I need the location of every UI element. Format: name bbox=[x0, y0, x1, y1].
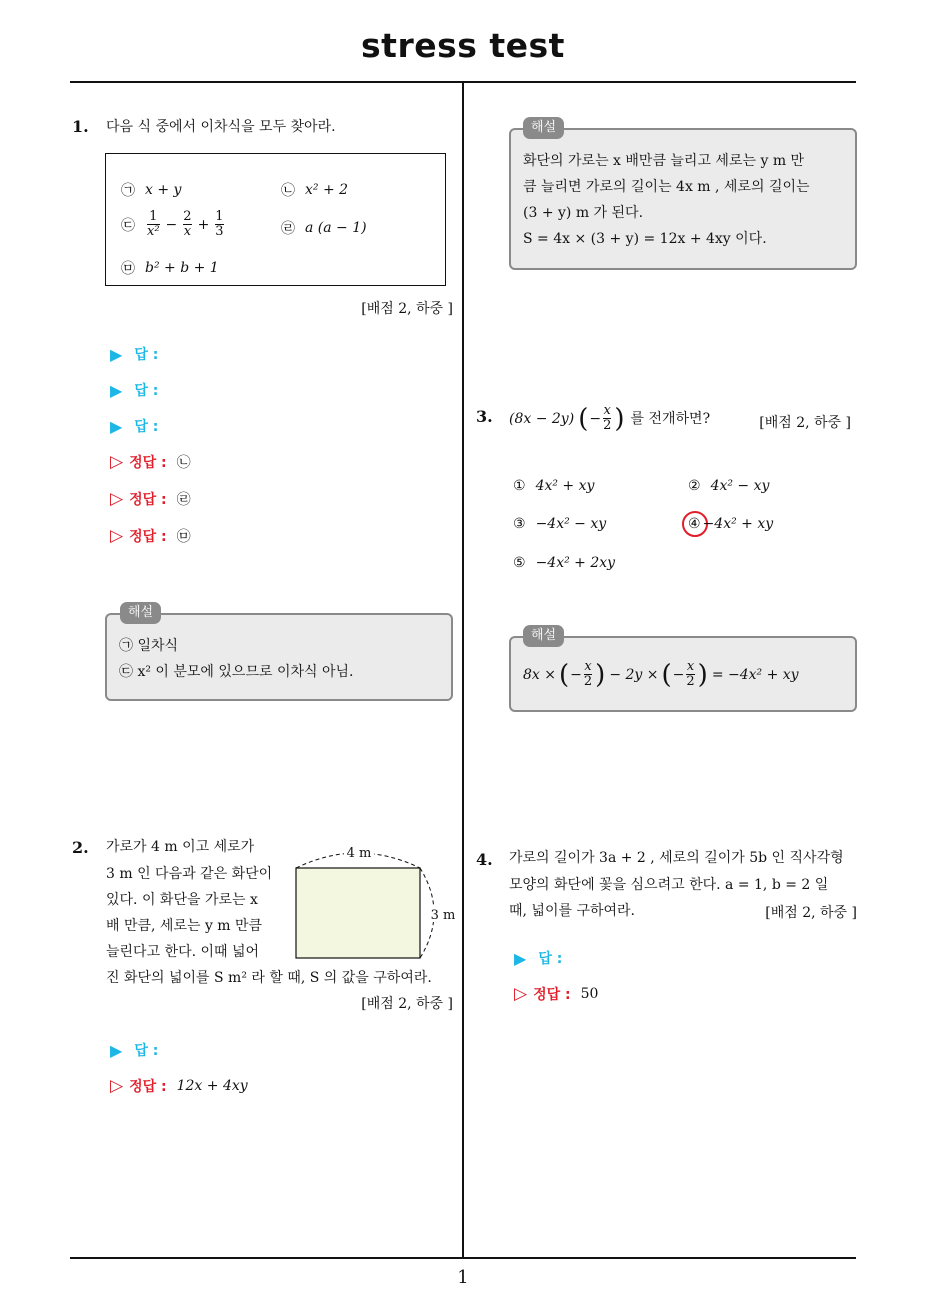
correct-label: 정답 : bbox=[129, 455, 167, 471]
choice-mark: ㉢ bbox=[121, 217, 135, 234]
choice-mark: ㉡ bbox=[281, 183, 295, 199]
column-divider bbox=[462, 82, 464, 1258]
explanation-line: ㉠ 일차식 bbox=[119, 638, 179, 654]
question-line: 배 만큼, 세로는 y m 만큼 bbox=[106, 918, 263, 934]
garden-figure bbox=[288, 838, 460, 968]
width-label: 4 m bbox=[346, 846, 372, 861]
choice-mark: ㉣ bbox=[281, 221, 295, 237]
correct-label: 정답 : bbox=[129, 529, 167, 545]
paren-close: ) bbox=[614, 403, 625, 434]
paren-open: ( bbox=[578, 403, 589, 434]
fraction: $\frac{x}{2}$ bbox=[583, 659, 593, 689]
question-tail: 를 전개하면? bbox=[630, 410, 711, 427]
correct-value: ㉡ bbox=[176, 455, 191, 471]
correct-label: 정답 : bbox=[129, 492, 167, 508]
choice-expr: b² + b + 1 bbox=[145, 260, 219, 276]
option-mark: ③ bbox=[513, 516, 526, 532]
correct-value: ㉣ bbox=[176, 492, 191, 508]
explanation-line bbox=[523, 660, 799, 689]
question-number: 4. bbox=[476, 850, 493, 869]
minus-sign: − bbox=[672, 666, 685, 683]
choice-b bbox=[281, 180, 348, 200]
explanation-line: (3 + y) m 가 된다. bbox=[523, 205, 644, 221]
question-line: 가로의 길이가 3a + 2 , 세로의 길이가 5b 인 직사각형 bbox=[509, 850, 844, 866]
option-expr: 4x² + xy bbox=[535, 478, 595, 494]
option-mark: ⑤ bbox=[513, 555, 526, 571]
answer-label: 답 : bbox=[538, 951, 563, 967]
answer-label: 답 : bbox=[134, 347, 159, 363]
option-expr: −4x² + xy bbox=[702, 516, 774, 532]
score-label: [배점 2, 하중 ] bbox=[759, 415, 851, 431]
operator: − bbox=[165, 216, 178, 233]
correct-row bbox=[110, 1076, 248, 1096]
answer-row bbox=[110, 1040, 158, 1060]
question-line: 진 화단의 넓이를 S m² 라 할 때, S 의 값을 구하여라. bbox=[106, 970, 432, 986]
question-number: 3. bbox=[476, 407, 493, 426]
minus-sign: − bbox=[589, 410, 602, 427]
play-icon: ▶ bbox=[110, 416, 123, 436]
expr-part: 8x × bbox=[523, 666, 556, 683]
fraction: $\frac{1}{\text{x²}}$ bbox=[147, 209, 160, 239]
question-text bbox=[509, 404, 710, 433]
explanation-box bbox=[105, 613, 453, 701]
score-label: [배점 2, 하중 ] bbox=[361, 301, 453, 317]
fraction: $\frac{x}{2}$ bbox=[686, 659, 695, 689]
option-3[interactable] bbox=[513, 516, 606, 532]
option-1[interactable] bbox=[513, 478, 594, 494]
question-line: 늘린다고 한다. 이때 넓어 bbox=[106, 944, 260, 960]
option-expr: −4x² − xy bbox=[535, 516, 607, 532]
play-outline-icon: ▷ bbox=[110, 526, 124, 546]
choice-d bbox=[281, 218, 367, 238]
question-number: 1. bbox=[72, 117, 89, 136]
expr-left: (8x − 2y) bbox=[509, 410, 575, 427]
choice-a bbox=[121, 180, 181, 200]
question-line: 가로가 4 m 이고 세로가 bbox=[106, 839, 255, 855]
expr-part: = −4x² + xy bbox=[711, 666, 799, 683]
choice-c bbox=[121, 210, 226, 239]
question-line: 모양의 화단에 꽃을 심으려고 한다. a = 1, b = 2 일 bbox=[509, 877, 829, 893]
question-text: 다음 식 중에서 이차식을 모두 찾아라. bbox=[106, 119, 336, 135]
minus-sign: − bbox=[570, 666, 582, 683]
correct-value: ㉤ bbox=[176, 529, 191, 545]
explanation-tag: 해설 bbox=[523, 625, 564, 647]
choice-mark: ㉠ bbox=[121, 183, 135, 199]
score-label: [배점 2, 하중 ] bbox=[765, 905, 857, 921]
question-line: 때, 넓이를 구하여라. bbox=[509, 903, 635, 919]
explanation-tag: 해설 bbox=[120, 602, 161, 624]
answer-row bbox=[110, 380, 158, 400]
correct-label: 정답 : bbox=[533, 987, 571, 1003]
explanation-line: 화단의 가로는 x 배만큼 늘리고 세로는 y m 만 bbox=[523, 153, 805, 169]
explanation-tag: 해설 bbox=[523, 117, 564, 139]
height-label: 3 m bbox=[430, 908, 456, 923]
footer-rule bbox=[70, 1257, 856, 1259]
choice-box bbox=[105, 153, 446, 286]
correct-row bbox=[514, 984, 598, 1004]
play-outline-icon: ▷ bbox=[110, 1076, 124, 1096]
question-line: 있다. 이 화단을 가로는 x bbox=[106, 892, 258, 908]
explanation-box bbox=[509, 128, 857, 270]
correct-value: 50 bbox=[580, 986, 599, 1002]
paren-close: ) bbox=[595, 659, 606, 690]
explanation-line: 큼 늘리면 가로의 길이는 4x m , 세로의 길이는 bbox=[523, 179, 810, 195]
answer-row bbox=[110, 416, 158, 436]
play-outline-icon: ▷ bbox=[110, 452, 124, 472]
option-mark: ① bbox=[513, 478, 526, 494]
paren-open: ( bbox=[661, 659, 672, 690]
option-4[interactable] bbox=[688, 516, 773, 532]
paren-close: ) bbox=[697, 659, 708, 690]
play-icon: ▶ bbox=[514, 948, 527, 968]
page-number: 1 bbox=[457, 1267, 469, 1288]
question-line: 3 m 인 다음과 같은 화단이 bbox=[106, 866, 273, 882]
correct-label: 정답 : bbox=[129, 1079, 167, 1095]
expr-part: − 2y × bbox=[609, 666, 659, 683]
answer-label: 답 : bbox=[134, 383, 159, 399]
correct-value: 12x + 4xy bbox=[176, 1078, 248, 1094]
paren-open: ( bbox=[558, 659, 570, 690]
choice-expr: a (a − 1) bbox=[305, 220, 367, 236]
question-number: 2. bbox=[72, 838, 89, 857]
play-outline-icon: ▷ bbox=[514, 984, 528, 1004]
correct-row bbox=[110, 526, 191, 546]
play-icon: ▶ bbox=[110, 380, 123, 400]
answer-label: 답 : bbox=[134, 1043, 159, 1059]
answer-row bbox=[110, 344, 158, 364]
correct-row bbox=[110, 452, 191, 472]
option-expr: 4x² − xy bbox=[710, 478, 770, 494]
score-label: [배점 2, 하중 ] bbox=[361, 996, 453, 1012]
choice-expr: x + y bbox=[145, 182, 182, 198]
choice-expr: x² + 2 bbox=[305, 182, 349, 198]
option-2[interactable] bbox=[688, 478, 769, 494]
option-mark: ② bbox=[688, 478, 701, 494]
explanation-box bbox=[509, 636, 857, 712]
play-icon: ▶ bbox=[110, 1040, 123, 1060]
play-icon: ▶ bbox=[110, 344, 123, 364]
garden-rect bbox=[296, 868, 420, 958]
option-expr: −4x² + 2xy bbox=[535, 555, 616, 571]
option-5[interactable] bbox=[513, 555, 615, 571]
operator: + bbox=[197, 216, 210, 233]
correct-row bbox=[110, 489, 191, 509]
explanation-line: S = 4x × (3 + y) = 12x + 4xy 이다. bbox=[523, 231, 767, 247]
option-mark: ④ bbox=[688, 516, 701, 532]
choice-e bbox=[121, 258, 219, 278]
answer-label: 답 : bbox=[134, 419, 159, 435]
answer-row bbox=[514, 948, 562, 968]
fraction: $\frac{x}{2}$ bbox=[603, 403, 612, 433]
fraction: $\frac{2}{x}$ bbox=[183, 209, 192, 239]
page-title: stress test bbox=[361, 26, 565, 65]
fraction: $\frac{1}{3}$ bbox=[215, 209, 224, 239]
explanation-line: ㉢ x² 이 분모에 있으므로 이차식 아님. bbox=[119, 664, 354, 680]
play-outline-icon: ▷ bbox=[110, 489, 124, 509]
choice-mark: ㉤ bbox=[121, 261, 135, 277]
